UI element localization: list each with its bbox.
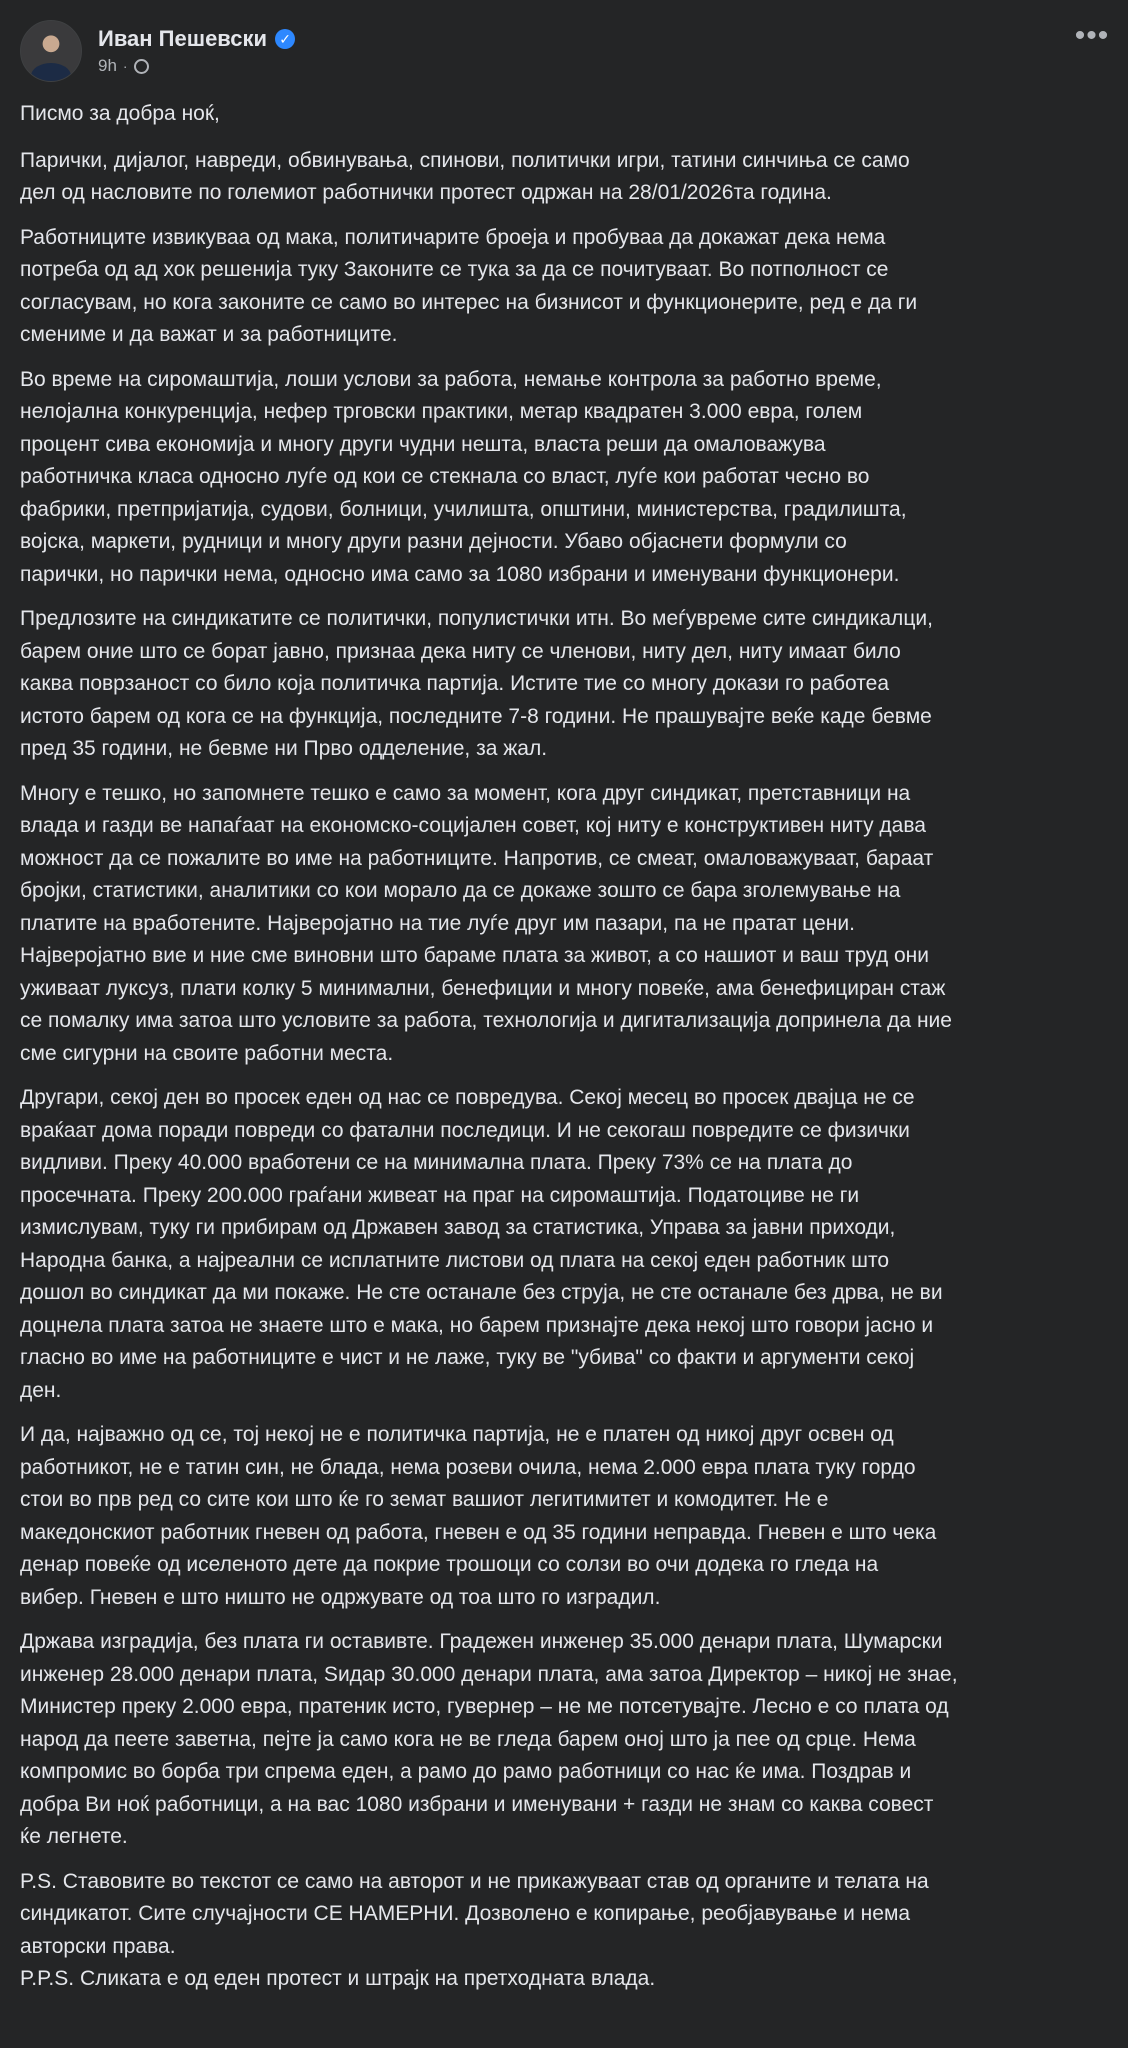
post-paragraph bbox=[20, 98, 1100, 131]
post-text-line: фабрики, претпријатија, судови, болници, училишта, општини, министерства, градилишта, bbox=[20, 497, 907, 521]
post-text-line: Работниците извикуваа од мака, политичарите броеја и пробуваа да докажат дека нема bbox=[20, 225, 886, 249]
post-text-line: P.P.S. Сликата е од еден протест и штрајк на претходната влада. bbox=[20, 1967, 656, 1990]
post-text-line: работничка класа односно луѓе од кои се стекнала со власт, луѓе кои работат чесно во bbox=[20, 465, 870, 488]
post-text-line: потреба од ад хок решенија туку Законите се тука за да се почитуваат. Во потполност се bbox=[20, 258, 889, 281]
post-text-line: гласно во име на работниците е чист и не лаже, туку ве "убива" со факти и аргументи секој bbox=[20, 1346, 915, 1369]
post-text-line: добра Ви ноќ работници, а на вас 1080 избрани и именувани + газди не знам со каква совест bbox=[20, 1792, 934, 1816]
post-text-line: стои во прв ред со сите кои што ќе го земат вашиот легитимитет и комодитет. Не е bbox=[20, 1488, 829, 1511]
post-text-line: Парички, дијалог, навреди, обвинувања, спинови, политички игри, татини синчиња се само bbox=[20, 148, 910, 172]
post-paragraph bbox=[20, 222, 1100, 352]
post-text-line: Народна банка, а најреални се исплатните листови од плата на секој еден работник што bbox=[20, 1248, 890, 1272]
post-text-line: компромис во борба три спрема еден, а рамо до рамо работници со нас ќе има. Поздрав и bbox=[20, 1760, 912, 1783]
post-text-line: барем оние што се борат јавно, признаа дека ниту се членови, ниту дел, ниту имаат било bbox=[20, 639, 901, 663]
post-text-line: процент сива економија и многу други чудни нешта, власта реши да омаловажува bbox=[20, 432, 826, 456]
post-timestamp-row bbox=[98, 56, 295, 76]
verified-badge-icon: ✓ bbox=[275, 29, 295, 49]
post-text-line: војска, маркети, рудници и многу други разни дејности. Убаво објаснети формули со bbox=[20, 530, 847, 553]
post-text-line: Писмо за добра ноќ, bbox=[20, 102, 220, 125]
post-header bbox=[20, 16, 1108, 86]
author-avatar[interactable] bbox=[20, 20, 82, 82]
post-text-line: можност да се пожалите во име на работниците. Напротив, се смеат, омаловажуваат, бараат bbox=[20, 846, 934, 870]
post-paragraph bbox=[20, 364, 1100, 592]
post-text-line: Другари, секој ден во просек еден од нас се повредува. Секој месец во просек двајца не се bbox=[20, 1086, 915, 1109]
post-text-line: истото барем од кога се на функција, последните 7-8 години. Не прашувајте веќе каде бевме bbox=[20, 704, 932, 728]
post-text-line: Во време на сиромаштија, лоши услови за работа, немање контрола за работно време, bbox=[20, 367, 882, 391]
post-text-line: доцнела плата затоа не знаете што е мака, но барем признајте дека некој што говори јасно и bbox=[20, 1313, 934, 1337]
post-paragraph bbox=[20, 603, 1100, 766]
post-text-line: пред 35 години, не бевме ни Прво одделение, за жал. bbox=[20, 737, 548, 760]
post-text-line: парички, но парички нема, односно има само за 1080 избрани и именувани функционери. bbox=[20, 562, 900, 586]
post-paragraph bbox=[20, 1082, 1100, 1407]
post-text-line: денар повеќе од иселеното дете да покрие трошоци со солзи во очи додека го гледа на bbox=[20, 1553, 879, 1576]
post-text-line: измислувам, туку ги прибирам од Државен завод за статистика, Управа за јавни приходи, bbox=[20, 1216, 896, 1239]
post-time[interactable]: 9h bbox=[98, 56, 117, 75]
post-text-line: сме сигурни на своите работни места. bbox=[20, 1041, 394, 1065]
post-text-line: се помалку има затоа што условите за работа, технологија и дигитализација допринела да ние bbox=[20, 1009, 952, 1032]
post-text-line: Предлозите на синдикатите се политички, популистички итн. Во меѓувреме сите синдикалци, bbox=[20, 607, 933, 630]
more-options-icon[interactable]: ••• bbox=[1074, 19, 1110, 52]
post-body bbox=[20, 98, 1100, 2008]
post-text-line: работникот, не е татин син, не блада, нема розеви очила, нема 2.000 евра плата туку гордо bbox=[20, 1455, 916, 1479]
post-paragraph bbox=[20, 1626, 1100, 1854]
post-text-line: синдикатот. Сите случајности СЕ НАМЕРНИ. Дозволено е копирање, реобјавување и нема bbox=[20, 1902, 911, 1925]
post-paragraph bbox=[20, 145, 1100, 210]
post-text-line: дел од насловите по големиот работнички протест одржан на 28/01/2026та година. bbox=[20, 181, 832, 204]
post-text-line: враќаат дома поради повреди со фатални последици. И не секогаш повредите се физички bbox=[20, 1118, 910, 1142]
post-text-line: нелојална конкуренција, нефер трговски практики, метар квадратен 3.000 евра, голем bbox=[20, 400, 863, 423]
post-text-line: дошол во синдикат да ми покаже. Не сте останале без струја, не сте останале без дрва, не ви bbox=[20, 1281, 943, 1304]
post-paragraph bbox=[20, 778, 1100, 1071]
post-text-line: Многу е тешко, но запомнете тешко е само за момент, кога друг синдикат, претставници на bbox=[20, 781, 911, 805]
post-text-line: P.S. Ставовите во текстот се само на авторот и не прикажуваат став од органите и телата на bbox=[20, 1869, 929, 1893]
post-text-line: платите на вработените. Најверојатно на тие луѓе друг им пазари, па не пратат цени. bbox=[20, 911, 855, 935]
post-text-line: инженер 28.000 денари плата, Ѕидар 30.000 денари плата, ама затоа Директор – никој не знае, bbox=[20, 1662, 958, 1686]
post-text-line: смениме и да важат и за работниците. bbox=[20, 323, 398, 346]
author-meta bbox=[98, 26, 295, 76]
post-text-line: И да, најважно од се, тој некој не е политичка партија, не е платен од никој друг освен од bbox=[20, 1423, 894, 1446]
post-paragraph bbox=[20, 1419, 1100, 1614]
post-text-line: уживаат луксуз, плати колку 5 минимални, бенефиции и многу повеќе, ама бенефициран стаж bbox=[20, 976, 946, 1000]
post-text-line: каква поврзаност со било која политичка партија. Истите тие со многу докази го работеа bbox=[20, 672, 890, 695]
post-text-line: Држава изградија, без плата ги оставивте. Градежен инженер 35.000 денари плата, Шумарски bbox=[20, 1630, 943, 1653]
post-text-line: ден. bbox=[20, 1378, 62, 1402]
post-paragraph bbox=[20, 1866, 1100, 1996]
post-text-line: ќе легнете. bbox=[20, 1825, 128, 1848]
post-text-line: видливи. Преку 40.000 вработени се на минимална плата. Преку 73% се на плата до bbox=[20, 1151, 853, 1174]
post-text-line: согласувам, но кога законите се само во интерес на бизнисот и функционерите, ред е да ги bbox=[20, 290, 918, 314]
post-text-line: авторски права. bbox=[20, 1934, 176, 1958]
post-text-line: народ да пеете заветна, пејте ја само кога не ве гледа барем оној што ја пее од срце. Нема bbox=[20, 1727, 916, 1751]
post-text-line: македонскиот работник гневен од работа, гневен е од 35 години неправда. Гневен е што чека bbox=[20, 1520, 937, 1544]
author-name-row bbox=[98, 26, 295, 52]
post-text-line: бројки, статистики, аналитики со кои морало да се докаже зошто се бара зголемување на bbox=[20, 879, 901, 902]
post-text-line: вибер. Гневен е што ништо не одржувате од тоа што го изградил. bbox=[20, 1585, 661, 1609]
post-text-line: Министер преку 2.000 евра, пратеник исто, гувернер – не ме потсетувајте. Лесно е со плата од bbox=[20, 1695, 949, 1718]
post-text-line: влада и газди ве напаѓаат на економско-социјален совет, кој ниту е конструктивен ниту дава bbox=[20, 814, 926, 837]
post-text-line: просечната. Преку 200.000 граѓани живеат на праг на сиромаштија. Податоциве не ги bbox=[20, 1183, 860, 1207]
globe-icon bbox=[134, 59, 149, 74]
post-text-line: Најверојатно вие и ние сме виновни што бараме плата за живот, а со нашиот и ваш труд они bbox=[20, 944, 929, 967]
author-name[interactable]: Иван Пешевски bbox=[98, 26, 268, 51]
separator-dot: · bbox=[122, 58, 128, 74]
